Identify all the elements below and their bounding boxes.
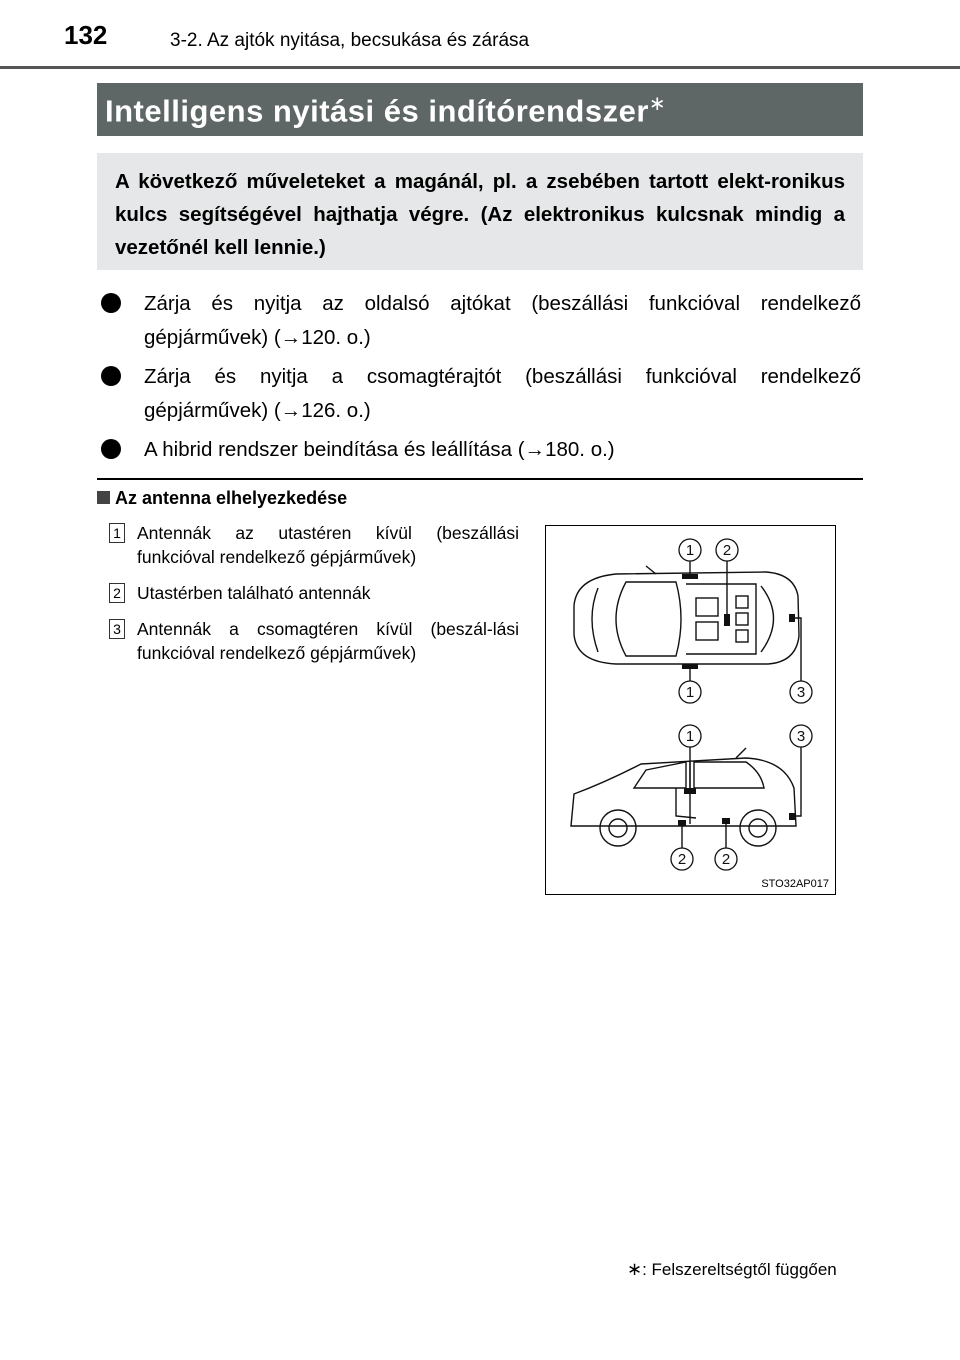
page-number: 132 xyxy=(64,20,108,50)
figure-code: STO32AP017 xyxy=(761,878,829,890)
callout-label: 1 xyxy=(685,542,695,559)
car-illustration xyxy=(546,526,837,896)
legend-item xyxy=(109,617,519,665)
section-title-bar xyxy=(97,83,863,136)
legend-number: 3 xyxy=(109,619,125,639)
bullet-list xyxy=(101,287,861,472)
footnote xyxy=(627,1259,837,1280)
section-divider xyxy=(97,478,863,480)
subsection-heading-text: Az antenna elhelyezkedése xyxy=(115,488,348,508)
legend-number: 1 xyxy=(109,523,125,543)
antenna-legend xyxy=(109,521,519,677)
legend-item xyxy=(109,521,519,569)
bullet-text: A hibrid rendszer beindítása és leállítása (→180. o.) xyxy=(144,438,615,461)
bullet-text: Zárja és nyitja az oldalsó ajtókat (beszállási funkcióval rendelkező gépjárművek) (→120. o.) xyxy=(144,292,861,349)
car-top-view xyxy=(574,566,799,664)
intro-box xyxy=(97,153,863,270)
callout-label: 1 xyxy=(685,684,695,701)
legend-text: Utastérben található antennák xyxy=(137,583,371,603)
chapter-title: 3-2. Az ajtók nyitása, becsukása és zárása xyxy=(170,30,530,51)
callout-label: 1 xyxy=(685,728,695,745)
header-divider xyxy=(0,66,960,69)
legend-text: Antennák az utastéren kívül (beszállási funkcióval rendelkező gépjárművek) xyxy=(137,523,519,567)
square-bullet-icon xyxy=(97,491,110,504)
footnote-text: : Felszereltségtől függően xyxy=(642,1260,837,1279)
legend-item xyxy=(109,581,519,605)
callout-label: 2 xyxy=(721,851,731,868)
bullet-item xyxy=(101,360,861,428)
bullet-item xyxy=(101,287,861,355)
bullet-dot-icon xyxy=(101,366,121,386)
title-asterisk: ∗ xyxy=(648,93,667,115)
bullet-dot-icon xyxy=(101,293,121,313)
footnote-asterisk: ∗ xyxy=(627,1259,643,1279)
legend-number: 2 xyxy=(109,583,125,603)
callout-label: 2 xyxy=(722,542,732,559)
section-title: Intelligens nyitási és indítórendszer xyxy=(105,93,649,129)
bullet-dot-icon xyxy=(101,439,121,459)
subsection-heading xyxy=(97,488,347,509)
car-side-view xyxy=(571,748,796,846)
callout-label: 2 xyxy=(677,851,687,868)
legend-text: Antennák a csomagtéren kívül (beszál-lási funkcióval rendelkező gépjárművek) xyxy=(137,619,519,663)
bullet-item xyxy=(101,433,861,467)
antenna-location-figure xyxy=(545,525,836,895)
callout-label: 3 xyxy=(796,684,806,701)
bullet-text: Zárja és nyitja a csomagtérajtót (beszállási funkcióval rendelkező gépjárművek) (→126. o.) xyxy=(144,365,861,422)
intro-text: A következő műveleteket a magánál, pl. a zsebében tartott elekt-ronikus kulcs segítségével hajthatja végre. (Az elektronikus kulcsnak mindig a vezetőnél kell lennie.) xyxy=(115,170,845,259)
callout-label: 3 xyxy=(796,728,806,745)
